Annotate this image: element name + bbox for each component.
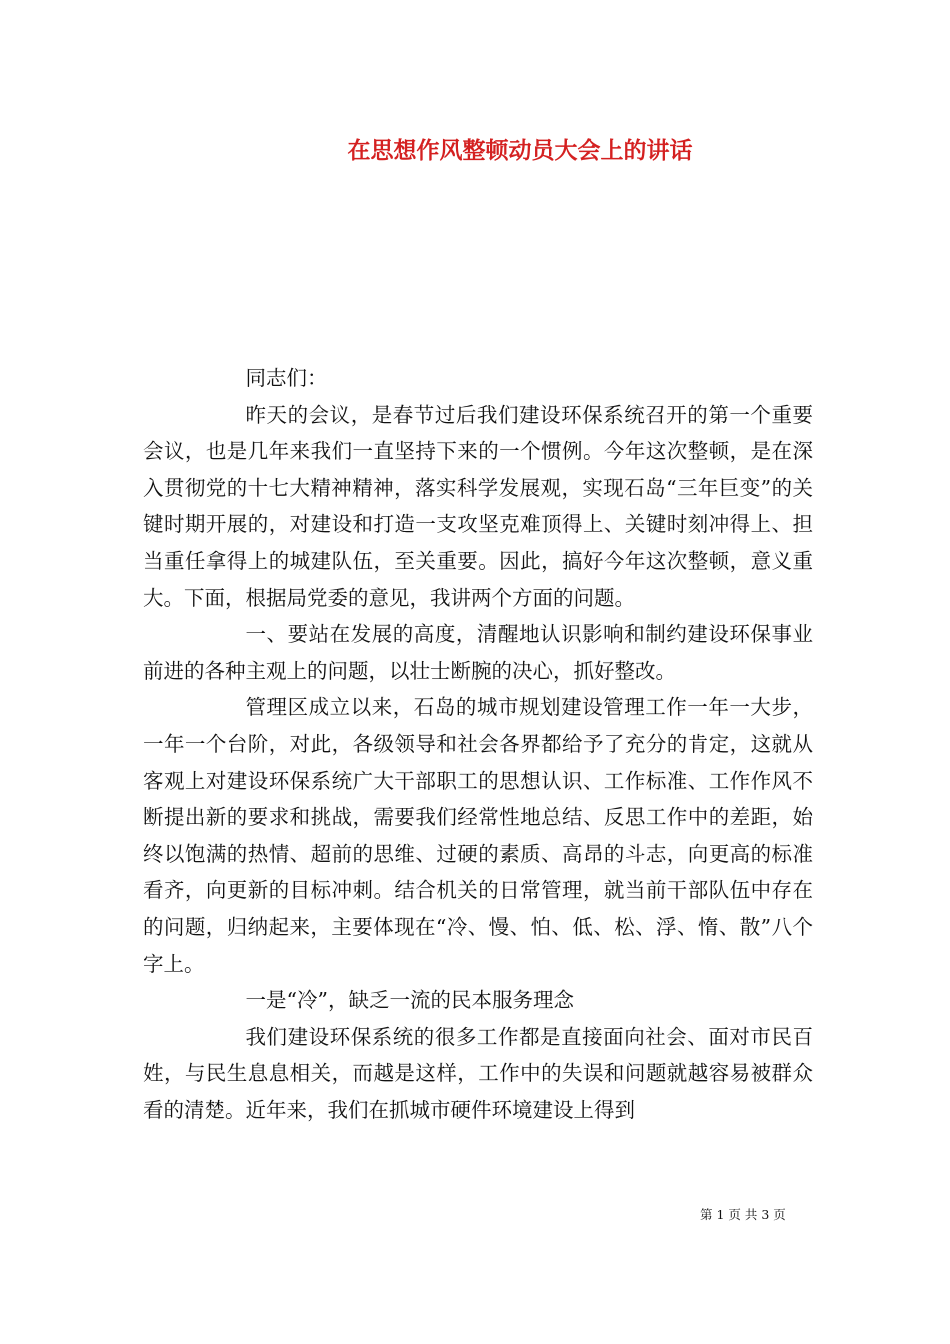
page-number-footer: 第 1 页 共 3 页 [700,1207,786,1222]
salutation: 同志们： [245,366,328,390]
paragraph-management-overview: 管理区成立以来，石岛的城市规划建设管理工作一年一大步，一年一个台阶，对此，各级领导和社会各界都给予了充分的肯定，这就从客观上对建设环保系统广大干部职工的思想认识、工作标准、工作作风不断提出新的要求和挑战，需要我们经常性地总结、反思工作中的差距，始终以饱满的热情、超前的思维、过硬的素质、高昂的斗志，向更高的标准看齐，向更新的目标冲刺。结合机关的日常管理，就当前干部队伍中存在的问题，归纳起来，主要体现在“冷、慢、怕、低、松、浮、惰、散”八个字上。 [143,695,813,976]
paragraph-service-detail: 我们建设环保系统的很多工作都是直接面向社会、面对市民百姓，与民生息息相关，而越是这样，工作中的失误和问题就越容易被群众看的清楚。近年来，我们在抓城市硬件环境建设上得到 [143,1024,813,1122]
paragraph-section-one-heading: 一、要站在发展的高度，清醒地认识影响和制约建设环保事业前进的各种主观上的问题，以壮士断腕的决心，抓好整改。 [143,622,813,683]
document-body [143,360,813,1128]
paragraph-opening: 昨天的会议，是春节过后我们建设环保系统召开的第一个重要会议，也是几年来我们一直坚持下来的一个惯例。今年这次整顿，是在深入贯彻党的十七大精神精神，落实科学发展观，实现石岛“三年巨变”的关键时期开展的，对建设和打造一支攻坚克难顶得上、关键时刻冲得上、担当重任拿得上的城建队伍，至关重要。因此，搞好今年这次整顿，意义重大。下面，根据局党委的意见，我讲两个方面的问题。 [143,402,813,610]
paragraph-point-cold: 一是“冷”，缺乏一流的民本服务理念 [245,988,574,1013]
page-title: 在思想作风整顿动员大会上的讲话 [347,137,693,164]
